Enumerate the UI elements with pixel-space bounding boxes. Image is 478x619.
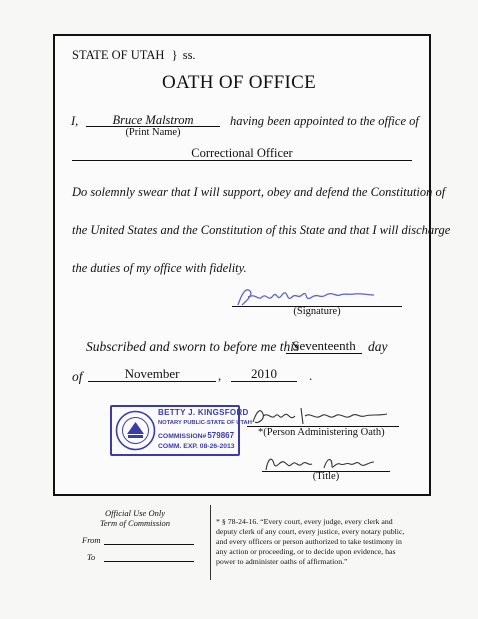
notary-signature [249,404,399,428]
signature-caption: (Signature) [293,306,341,317]
year-value: 2010 [251,366,277,381]
from-label: From [82,535,101,545]
oath-line-1: Do solemnly swear that I will support, obey and defend the Constitution of [72,185,446,199]
name-caption: (Print Name) [125,127,181,138]
appointment-prefix: I, [71,114,79,128]
state-seal-icon [115,410,156,451]
month-value: November [124,366,180,381]
date-comma: , [218,368,222,383]
statute-line-1: * § 78-24-16. “Every court, every judge, every clerk and [216,517,393,526]
day-value: Seventeenth [292,338,356,353]
venue-state: STATE OF UTAH } ss. [72,48,196,62]
appointee-name: Bruce Malstrom [112,113,194,127]
statute-line-2: deputy clerk of any court, every justice, every notary public, [216,527,405,536]
term-label: Term of Commission [99,518,171,528]
notary-stamp [110,405,252,456]
subscribed-text: Subscribed and sworn to before me this [86,339,300,354]
of-word: of [72,369,83,384]
to-line [104,561,194,562]
statute-line-5: power to administer oaths of affirmation.” [216,557,348,566]
oath-line-3: the duties of my office with fidelity. [72,261,247,275]
administering-caption: *(Person Administering Oath) [258,427,385,438]
stamp-notary-title: NOTARY PUBLIC-STATE OF UTAH [158,420,252,426]
office-title: Correctional Officer [191,146,293,160]
day-word: day [368,339,388,354]
stamp-expiration: COMM. EXP. 08-26-2013 [158,443,235,450]
year-underline [231,381,297,382]
day-underline [286,353,362,354]
page-title: OATH OF OFFICE [161,72,317,93]
statute-line-4: any action or proceeding, or to decide upon evidence, has [216,547,396,556]
from-line [104,544,194,545]
title-caption: (Title) [312,471,340,482]
stamp-notary-name: BETTY J. KINGSFORD [158,408,249,417]
oath-line-2: the United States and the Constitution of this State and that I will discharge [72,223,451,237]
appointment-suffix: having been appointed to the office of [230,114,419,128]
stamp-commission: COMMISSION#579867 [158,431,235,440]
official-use-label: Official Use Only [105,508,165,518]
month-underline [88,381,216,382]
footer-divider [210,505,211,580]
office-underline [72,160,412,161]
date-period: . [309,368,313,383]
to-label: To [87,552,96,562]
statute-line-3: and every officers or person authorized to take testimony in [216,537,402,546]
